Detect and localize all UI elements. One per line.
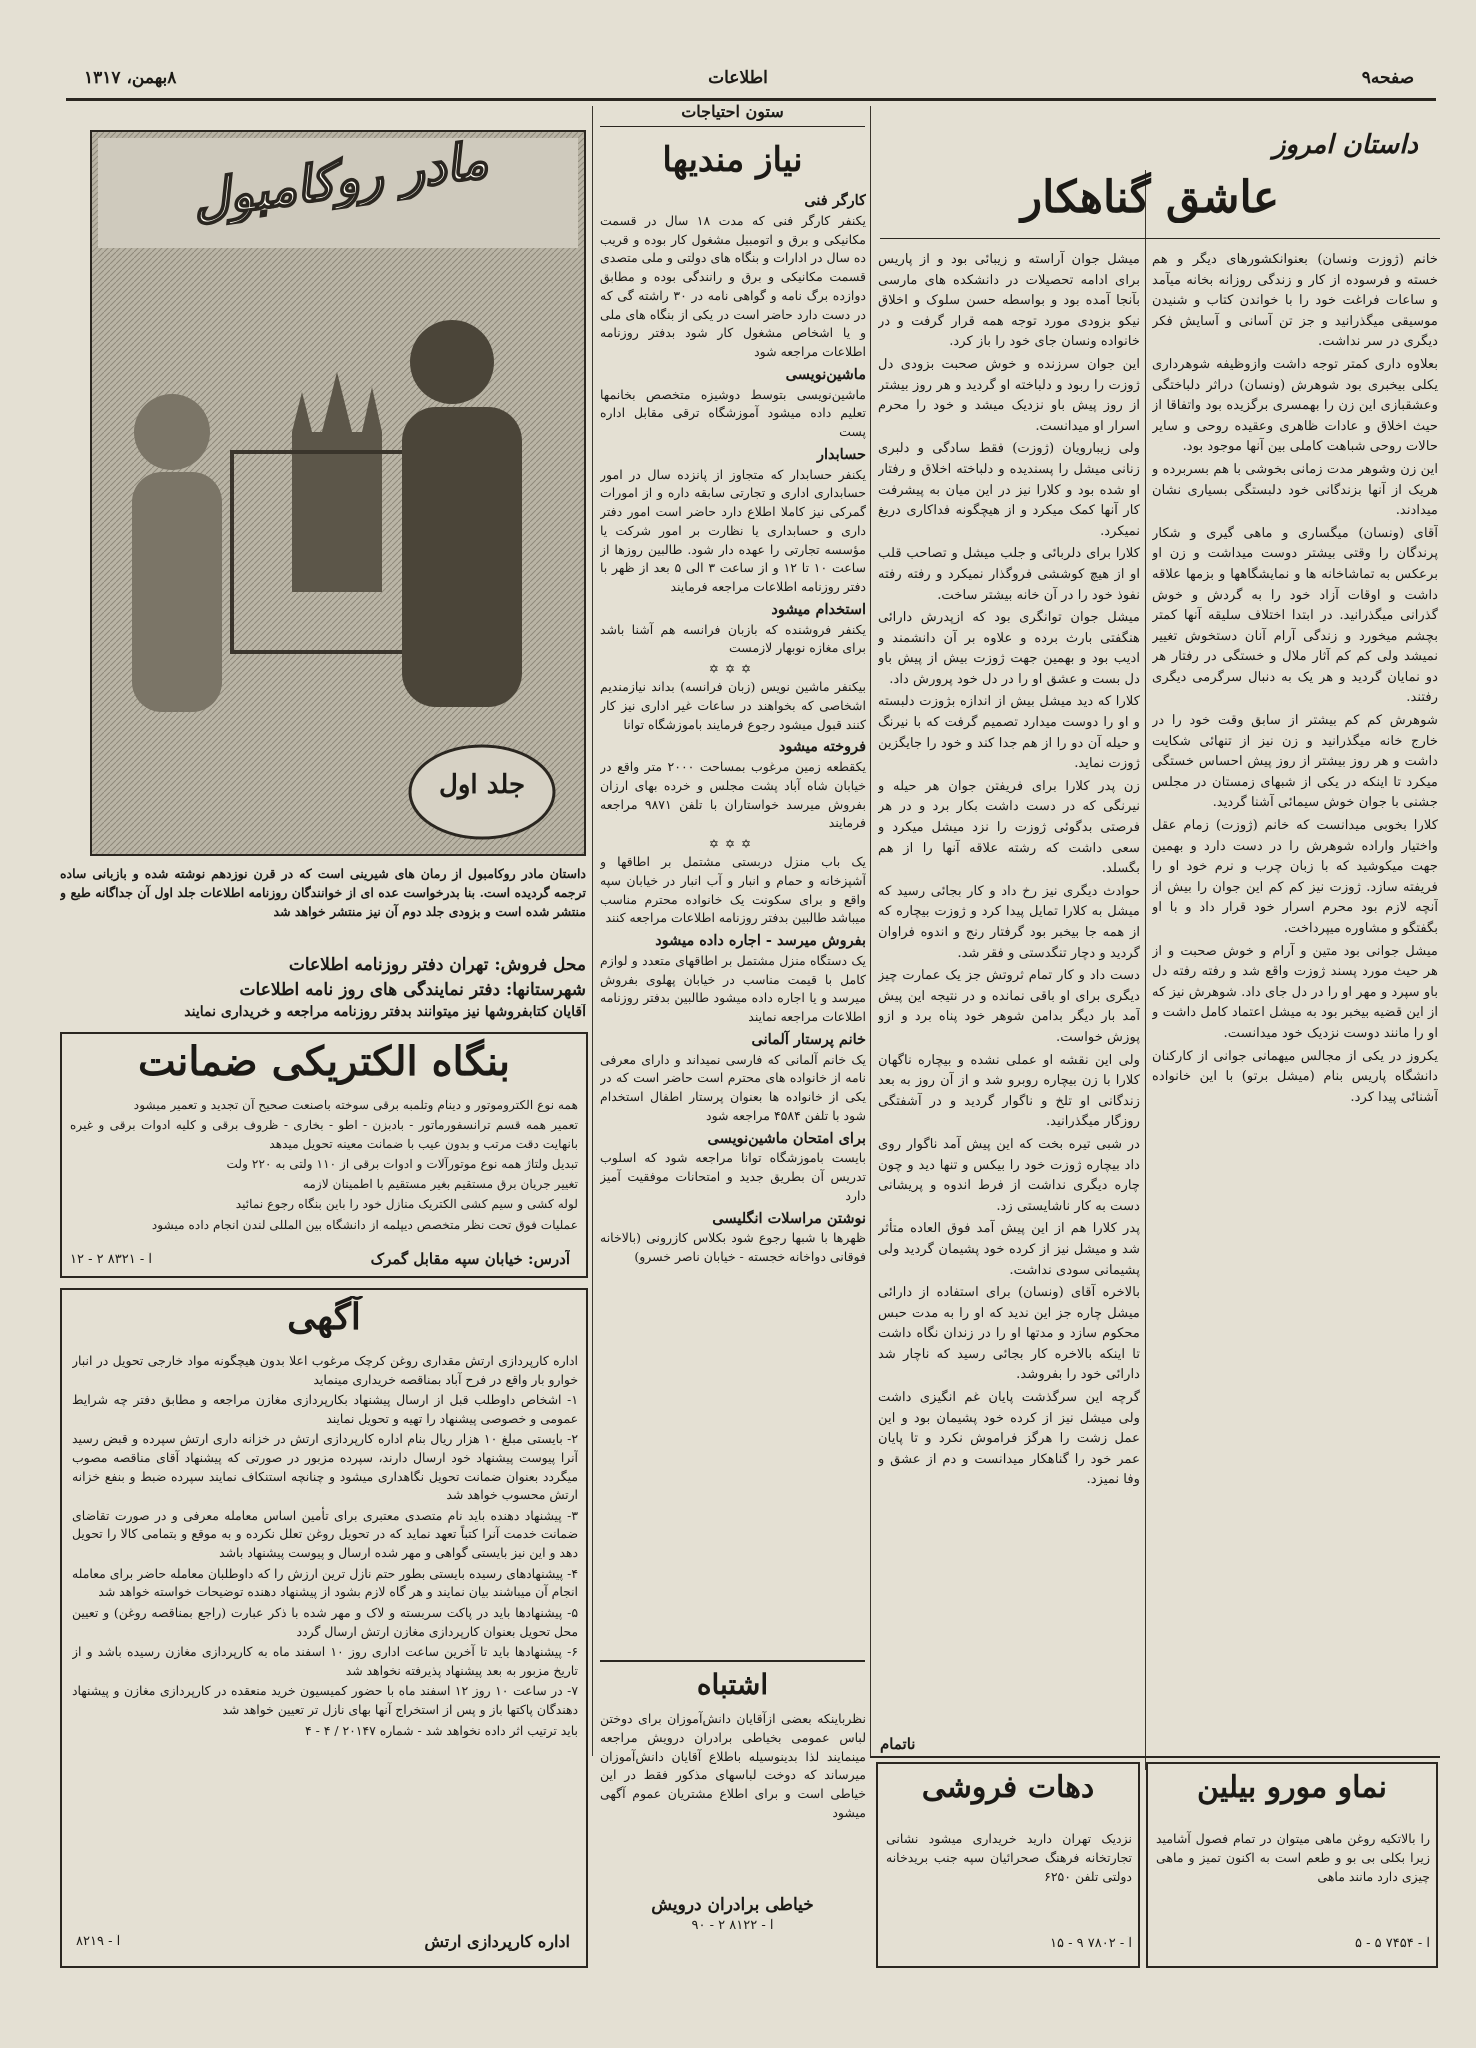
story-paragraph: زن پدر کلارا برای فریفتن جوان هر حیله و نیرنگی که در دست داشت بکار برد و در هر فرصتی بدگوئی ژوزت را نزد میشل میکرد و سعی داشت که رشته علاقه آنها را از هم بگسلد. — [878, 778, 1140, 877]
story-paragraph: میشل جوان آراسته و زیبائی بود و از پاریس برای ادامه تحصیلات در دانشکده های مارسی بآنجا آمده بود و بواسطه حسن سلوک و اخلاق نیکو بزودی مورد توجه همه قرار گرفت و در خانواده ونسان جای خود را باز کرد. — [878, 252, 1140, 350]
notice-item: ۱- اشخاص داوطلب قبل از ارسال پیشنهاد بکارپردازی مغازن مراجعه و مطابق دفتر چه شرایط عمومی و خصوصی پیشنهاد را تهیه و تحویل نمایند — [72, 1392, 578, 1426]
electric-line: همه نوع الکتروموتور و دینام وتلمبه برقی سوخته باصنعت صحیح آن تجدید و تعمیر میشود — [133, 1098, 578, 1112]
rule-story-inner — [1145, 170, 1146, 1770]
nivea-code: آ - ۷۴۵۴ ۵ - ۵ — [1355, 1936, 1430, 1951]
issue-date: ۸بهمن، ۱۳۱۷ — [84, 68, 177, 88]
story-paragraph: در شبی تیره بخت که این پیش آمد ناگوار روی داد بیچاره ژوزت خود را بیکس و تنها دید و چون چاره دیگری نداشت از فرط اندوه و پریشانی دست به کار ناشایستی زد. — [878, 1136, 1140, 1214]
needs-column — [600, 190, 866, 1650]
notice-item: اداره کارپردازی ارتش مقداری روغن کرچک مرغوب اعلا بدون هیچگونه مواد خارجی تحویل در انبار خوارو بار واقع در فرح آباد بمناقصه خریداری مینماید — [72, 1353, 578, 1387]
notice-title: آگهی — [287, 1296, 361, 1338]
classified-heading: کارگر فنی — [804, 192, 866, 209]
errata-rule — [600, 1660, 865, 1662]
rule-needs-left — [592, 106, 593, 1756]
classified-heading: خانم پرستار آلمانی — [751, 1030, 866, 1048]
nivea-text: را بالاتکیه روغن ماهی میتوان در تمام فصول آشامید زیرا بکلی بی بو و طعم است به اکنون تمیز و ماهی چیزی دارد مانند ماهی — [1156, 1831, 1430, 1884]
notice-item: ۵- پیشنهادها باید در پاکت سربسته و لاک و مهر شده با ذکر عبارت (راجع بمناقصه روغن) و تعیین محل تحویل بعنوان کارپردازی مغازن ارتش ارسال گردد — [72, 1604, 578, 1639]
notice-item: ۳- پیشنهاد دهنده باید نام متصدی معتبری برای تأمین اساس معامله معرفی و در صورت تقاضای ضمانت خدمت آنرا کتباً تعهد نماید که در تحویل روغن تعلل نکرده و به موقع و بتمامی کالا را تحویل دهد و این نیز بایستی گواهی و مهر شده ارسال و پیوست پیشنهاد باشد — [72, 1507, 578, 1561]
story-paragraph: ولی این نقشه او عملی نشده و بیچاره ناگهان کلارا با زن بیچاره روبرو شد و از آن روز به بعد زندگانی او تلخ و ناگوار گردید و در آشفتگی روزگار میگذرانید. — [878, 1052, 1140, 1130]
page-number: صفحه۹ — [1361, 68, 1414, 88]
dehat-title: دهات فروشی — [921, 1770, 1095, 1805]
classified-text: یکقطعه زمین مرغوب بمساحت ۲۰۰۰ متر واقع در خیابان شاه آباد پشت مجلس و خرده بهای ارزان بفروش میرسد خواستاران با تلفن ۹۸۷۱ مراجعه فرمایند — [600, 759, 866, 831]
classified-text: یکنفر حسابدار که متجاوز از پانزده سال در امور حسابداری اداری و تجارتی سابقه داره و از امورات گمرکی نیز کاملا اطلاع دارد حاضر است امور دفتر داری و حسابداری یا نظارت بر امور شرکت یا مؤسسه تجارتی را عهده دار شود. طالبین روزها از ساعت ۱۰ تا ۱۲ و از ساعت ۳ الی ۵ بعد از ظهر با دفتر روزنامه اطلاعات مراجعه فرمایند — [600, 466, 866, 594]
classified-item — [600, 930, 866, 1027]
story-paragraph: شوهرش کم کم بیشتر از سابق وقت خود را در خارج خانه میگذرانید و زن نیز از تنهائی شکایت داشت و هر روز بیشتر از روز پیش احساس خستگی میکرد تا اینکه در یکی از شبهای زمستان در مجلس جشنی با جوان خوش سیمائی آشنا گردید. — [1152, 713, 1438, 811]
classified-text: بیکنفر ماشین نویس (زبان فرانسه) بداند نیازمندیم اشخاصی که بخواهند در ساعات غیر اداری نیز کار کنند قبول میشود رجوع فرمایند باموزشگاه توانا — [600, 679, 866, 732]
classified-heading: ماشین‌نویسی — [785, 365, 866, 383]
classified-heading: حسابدار — [817, 445, 866, 463]
novel-illustration — [90, 130, 586, 856]
electric-title: بنگاه الکتریکی ضمانت — [137, 1038, 511, 1085]
classified-heading: استخدام میشود — [771, 600, 866, 618]
needs-top-label: ستون احتیاجات — [681, 102, 784, 121]
electric-line: لوله کشی و سیم کشی الکتریک منازل خود را باین بنگاه رجوع نمائید — [235, 1197, 578, 1212]
story-title: عاشق گناهکار — [1020, 172, 1280, 223]
classified-item — [600, 853, 866, 928]
classified-text: یک دستگاه منزل مشتمل بر اطاقهای متعدد و لوازم کامل با قیمت مناسب در خیابان پهلوی بفروش میرسد و یا اجاره داده میشود طالبین بدفتر روزنامه اطلاعات مراجعه نمایند — [600, 952, 866, 1024]
story-column-2 — [878, 250, 1140, 1730]
classified-item — [600, 736, 866, 833]
header-rule — [66, 98, 1436, 101]
story-paragraph: کلارا که دید میشل بیش از اندازه بژوزت دلبسته و او را دوست میدارد تصمیم گرفت که با نیرنگ و حیله آن دو را از هم جدا کند و خود را جایگزین ژوزت نماید. — [878, 694, 1140, 772]
novel-sale-cities: شهرستانها: دفتر نمایندگی های روز نامه اطلاعات — [239, 980, 586, 1000]
ornament-stars: ✡✡✡ — [708, 837, 758, 851]
story-paragraph: این زن وشوهر مدت زمانی بخوشی با هم بسربرده و هریک از آنها بزندگانی خود دلبستگی بسیاری نشان میدادند. — [1152, 461, 1438, 519]
novel-sale-booksellers: آقایان کتابفروشها نیز میتوانند بدفتر روزنامه مراجعه و خریداری نمایند — [184, 1004, 586, 1020]
classified-text: ظهرها با شبها رجوع شود بکلاس کازرونی (بالاخانه فوقانی دواخانه خجسته - خیابان ناصر خسرو) — [600, 1230, 866, 1264]
story-paragraph: گرچه این سرگذشت پایان غم انگیزی داشت ولی میشل نیز از کرده خود پشیمان بود و این عمل زشت را هرگز فراموش نکرد و تا پایان عمر خود را گناهکار میدانست و دم از عشق و وفا نمیزد. — [878, 1390, 1140, 1488]
dehat-code: آ - ۷۸۰۲ ۹ - ۱۵ — [1050, 1936, 1132, 1951]
classified-item — [600, 678, 866, 734]
needs-title: نیاز مندیها — [662, 140, 803, 180]
notice-item: باید ترتیب اثر داده نخواهد شد - شماره ۲۰۱۴۷ / ۴ - ۴ — [305, 1722, 578, 1738]
story-paragraph: یکروز در یکی از مجالس میهمانی جوانی از کارکنان دانشگاه پاریس بنام (میشل برتو) با این خانواده آشنائی پیدا کرد. — [1152, 1048, 1438, 1105]
classified-item — [600, 1128, 866, 1206]
notice-signature: اداره کارپردازی ارتش — [424, 1932, 570, 1951]
notice-item: ۴- پیشنهادهای رسیده بایستی بطور حتم نازل ترین ارزش را که داوطلبان معامله حاضر برای معامله انجام آن میباشند بیان نمایند و هر گاه لازم بشود از پیشنهاد دهنده توضیحات خواسته خواهد شد — [72, 1565, 578, 1600]
classified-heading: نوشتن مراسلات انگلیسی — [712, 1209, 866, 1227]
story-section-label: داستان امروز — [1272, 130, 1418, 160]
nivea-title: نماو مورو بیلین — [1197, 1770, 1387, 1805]
electric-body — [70, 1096, 578, 1246]
story-paragraph: حوادث دیگری نیز رخ داد و کار بجائی رسید که میشل به کلارا تمایل پیدا کرد و ژوزت بیچاره که از همه جا بیخبر بود گرفتار رنج و اندوه فراوان گردید و دچار تنگدستی و فقر شد. — [878, 883, 1140, 961]
classified-text: بایست باموزشگاه توانا مراجعه شود که اسلوب تدریس آن بطریق جدید و امتحانات موفقیت آمیز دارد — [600, 1150, 866, 1203]
classified-text: یکنفر کارگر فنی که مدت ۱۸ سال در قسمت مکانیکی و برق و اتومبیل مشغول کار بوده و قریب ده سال در ادارات و بنگاه های دولتی و ملی متصدی قسمت مکانیکی و برق و رانندگی بوده و مطابق دوازده برگ نامه و گواهی نامه در ۳۰ راشته گی که در دست دارد حاضر است در یکی از بنگاه های ملی و یا اشخاص مشغول کار شود بدفتر روزنامه اطلاعات مراجعه شود — [600, 212, 866, 359]
story-paragraph: این جوان سرزنده و خوش صحبت بزودی دل ژوزت را ربود و دلباخته او گردید و هر روز بیشتر از روز پیش باو نزدیک میشد و خود را محرم اسرار او میدانست. — [878, 356, 1140, 434]
story-paragraph: آقای (ونسان) میگساری و ماهی گیری و شکار پرندگان را وقتی بیشتر دوست میداشت و زن او برعکس به تماشاخانه ها و نمایشگاهها و بزمها علاقه داشت و اوقات آزاد خود را به گردش و خوش گذرانی میگذرانید. در ابتدا اختلاف سلیقه آنها کمتر بچشم میخورد و زندگی آرام آنان دستخوش تغییر نمیشد ولی کم کم آثار ملال و خستگی در رفتار هر دو نمایان گردید و هر یک به دنبال سرگرمی دیگری رفتند. — [1152, 525, 1438, 706]
electric-line: عملیات فوق تحت نظر متخصص دیپلمه از دانشگاه بین المللی لندن انجام داده میشود — [151, 1217, 578, 1232]
paper-name: اطلاعات — [708, 68, 768, 88]
classified-text: یک باب منزل دربستی مشتمل بر اطاقها و آشپزخانه و حمام و انبار و آب انبار در خیابان سپه واقع و برای سکونت یک خانواده محترم مناسب میباشد طالبین بدفتر روزنامه اطلاعات مراجعه کنند — [600, 854, 866, 926]
notice-item: ۷- در ساعت ۱۰ روز ۱۲ اسفند ماه با حضور کمیسیون خرید منعقده در کارپردازی مغازن و پیشنهاد دهندگان پاکتها باز و پس از استخراج آنها بهای نازل تر تعیین خواهد شد — [72, 1683, 578, 1717]
story-paragraph: کلارا برای دلربائی و جلب میشل و تصاحب قلب او از هیچ کوششی فروگذار نمیکرد و رفته رفته نفوذ خود را در آن خانه بیشتر ساخت. — [878, 546, 1140, 603]
classified-heading: برای امتحان ماشین‌نویسی — [707, 1129, 866, 1147]
classified-item — [600, 444, 866, 597]
story-paragraph: میشل جوانی بود متین و آرام و خوش صحبت و از هر حیث مورد پسند ژوزت واقع شد و رفته رفته دل باو سپرد و مهر او را در دل جای داد. شوهرش نیز که از این قضیه بیخبر بود به میشل اعتماد کامل داشت و او را مانند دوست نزدیک خود میدانست. — [1152, 943, 1438, 1041]
novel-description: داستان مادر روکامبول از رمان های شیرینی است که در قرن نوزدهم نوشته شده و بازبانی ساده ترجمه گردیده است. بنا بدرخواست عده ای از خوانندگان روزنامه اطلاعات جلد اول آن جداگانه طبع و منتشر شده است و بزودی جلد دوم آن نیز منتشر خواهد شد — [60, 866, 586, 919]
story-paragraph: میشل جوان توانگری بود که ازپدرش دارائی هنگفتی بارث برده و علاوه بر آن دانشمند و ادیب بود و بهمین جهت ژوزت بیش از پیش باو دل بست و عشق او را در دل خود پرورش داد. — [878, 610, 1140, 687]
electric-code: آ - ۸۳۲۱ ۲ - ۱۲ — [70, 1252, 152, 1267]
classified-item — [600, 599, 866, 658]
electric-line: تبدیل ولتاژ همه نوع موتورآلات و ادوات برقی از ۱۱۰ ولتی به ۲۲۰ ولت — [226, 1156, 578, 1171]
story-paragraph: خانم (ژوزت ونسان) بعنوانکشورهای دیگر و هم خسته و فرسوده از کار و زندگی روزانه بخانه میآمد و ساعات فراغت خود را با خواندن کتاب و شنیدن موسیقی میگذرانید و جز تن آسانی و آسایش فکر دیگری در سر نداشت. — [1152, 252, 1438, 350]
story-paragraph: بالاخره آقای (ونسان) برای استفاده از دارائی میشل چاره جز این ندید که او را به مدت حبس محکوم سازد و مدتها او را در زندان نگاه داشت تا اینکه بالاخره کار بجائی رسید که ناچار شد دارائی خود را بفروشد. — [878, 1285, 1140, 1383]
story-continued: ناتمام — [880, 1735, 916, 1753]
classified-heading: بفروش میرسد - اجاره داده میشود — [655, 932, 866, 949]
tailor-name: خیاطی برادران درویش — [651, 1895, 814, 1915]
story-column-1 — [1152, 250, 1438, 1760]
classified-text: ماشین‌نویسی بتوسط دوشیزه متخصص بخانمها تعلیم داده میشود آموزشگاه ترقی مقابل اداره پست — [600, 386, 866, 439]
electric-line: تعمیر همه قسم ترانسفورماتور - بادبزن - اطو - بخاری - ظروف برقی و کلیه ادوات برقی و غیره بانهایت دقت مرتب و بدون عیب با ضمانت معینه تحویل میدهد — [70, 1118, 578, 1151]
notice-code: آ - ۸۲۱۹ — [76, 1934, 121, 1949]
classified-item — [600, 364, 866, 442]
needs-top-rule — [600, 126, 865, 127]
story-paragraph: ولی زیبارویان (ژوزت) فقط سادگی و دلبری زنانی میشل را پسندیده و دلباخته اخلاق و رفتار او شده بود و کلارا نیز در این میان به پیشرفت کار آنها کمک میکرد و از هیچگونه فداکاری دریغ نمیکرد. — [878, 441, 1140, 539]
illustration-drawing — [92, 132, 584, 854]
classified-item — [600, 190, 866, 362]
electric-line: تغییر جریان برق مستقیم بغیر مستقیم با اطمینان لازمه — [302, 1177, 578, 1192]
classified-item — [600, 1208, 866, 1267]
errata-title: اشتباه — [696, 1668, 769, 1701]
notice-body — [72, 1352, 578, 1927]
tailor-code: آ - ۸۱۲۲ ۲ - ۹۰ — [691, 1918, 774, 1933]
rule-story-left — [870, 106, 871, 1756]
story-paragraph: کلارا بخوبی میدانست که خانم (ژوزت) زمام عقل واختیار واراده شوهرش را در دست دارد و بهمین جهت میکوشید که با زبان چرب و نرم خود او را فریفته سازد. ژوزت نیز کم کم این جوان را بیش از آنچه لازم بود محرم اسرار خود قرار داد و با او بگفتگو و مشاوره میپرداخت. — [1152, 818, 1438, 936]
classified-heading: فروخته میشود — [778, 738, 866, 756]
notice-item: ۶- پیشنهادها باید تا آخرین ساعت اداری روز ۱۰ اسفند ماه به کارپردازی مغازن رسیده باشد و از تاریخ مزبور به بعد پیشنهاد پذیرفته نخواهد شد — [72, 1644, 578, 1678]
dehat-text: نزدیک تهران دارید خریداری میشود نشانی تجارتخانه فرهنگ صحرائیان سپه جنب بریدخانه دولتی تلفن ۶۲۵۰ — [886, 1831, 1132, 1884]
story-paragraph: دست داد و کار تمام ثروتش جز یک عمارت چیز دیگری برای او باقی نمانده و در نتیجه این پیش آمد بار دیگر بدامن شوهر خود پناه برد و ازو پوزش خواست. — [878, 968, 1140, 1045]
novel-art-title: مادر روکامبول — [188, 129, 492, 230]
classified-item — [600, 1029, 866, 1126]
errata-text: نظرباینکه بعضی ازآقایان دانش‌آموزان برای دوختن لباس عمومی بخیاطی برادران درویش مراجعه مینمایند لذا بدینوسیله باطلاع آقایان دانش‌آموزان میرساند که دوخت لباسهای مذکور فقط در این خیاطی است و برای اطلاع مشتریان عموم آگهی میشود — [600, 1711, 866, 1820]
notice-item: ۲- بایستی مبلغ ۱۰ هزار ریال بنام اداره کارپردازی ارتش در خزانه داری ارتش سپرده و قبض رسید آنرا پیوست پیشنهاد خود ارسال دارند، سپرده مزبور در صورتی که پیشنهاد آقای مناقصه مصوب میگردد بعنوان ضمانت تحویل نگاهداری میشود و چنانچه استنکاف نمایند سپرده ضبط و بنفع خزانه ارتش محسوب خواهد شد — [72, 1431, 578, 1503]
story-paragraph: بعلاوه داری کمتر توجه داشت وازوظیفه شوهرداری یکلی بیخبری بود شوهرش (ونسان) دراثر دلباختگی وعشقبازی این زن را بهمسری برگزیده بود واتفاقا از حیث اخلاق و عادات ظاهری وعقیده روحی و سایر حالات روحی شباهت کاملی بین آنها موجود بود. — [1152, 356, 1438, 455]
novel-sale-location: محل فروش: تهران دفتر روزنامه اطلاعات — [288, 955, 586, 975]
story-title-rule — [880, 238, 1440, 239]
classified-text: یکنفر فروشنده که بازبان فرانسه هم آشنا باشد برای مغازه نوبهار لازمست — [600, 621, 866, 656]
classified-text: یک خانم آلمانی که فارسی نمیداند و دارای معرفی نامه از خانواده های محترم است حاضر است که در یکی از خانواده ها بعنوان پرستار اطفال استخدام شود با تلفن ۴۵۸۴ مراجعه شود — [600, 1051, 866, 1123]
bottom-ads-rule — [870, 1756, 1440, 1758]
electric-address: آدرس: خیابان سپه مقابل گمرک — [370, 1250, 570, 1268]
ornament-stars: ✡✡✡ — [708, 662, 758, 676]
novel-badge: جلد اول — [438, 770, 526, 800]
woman-figure-icon — [132, 394, 222, 712]
story-paragraph: پدر کلارا هم از این پیش آمد فوق العاده متأثر شد و میشل نیز از کرده خود پشیمان گردید ولی پشیمانی سودی نداشت. — [878, 1221, 1140, 1278]
